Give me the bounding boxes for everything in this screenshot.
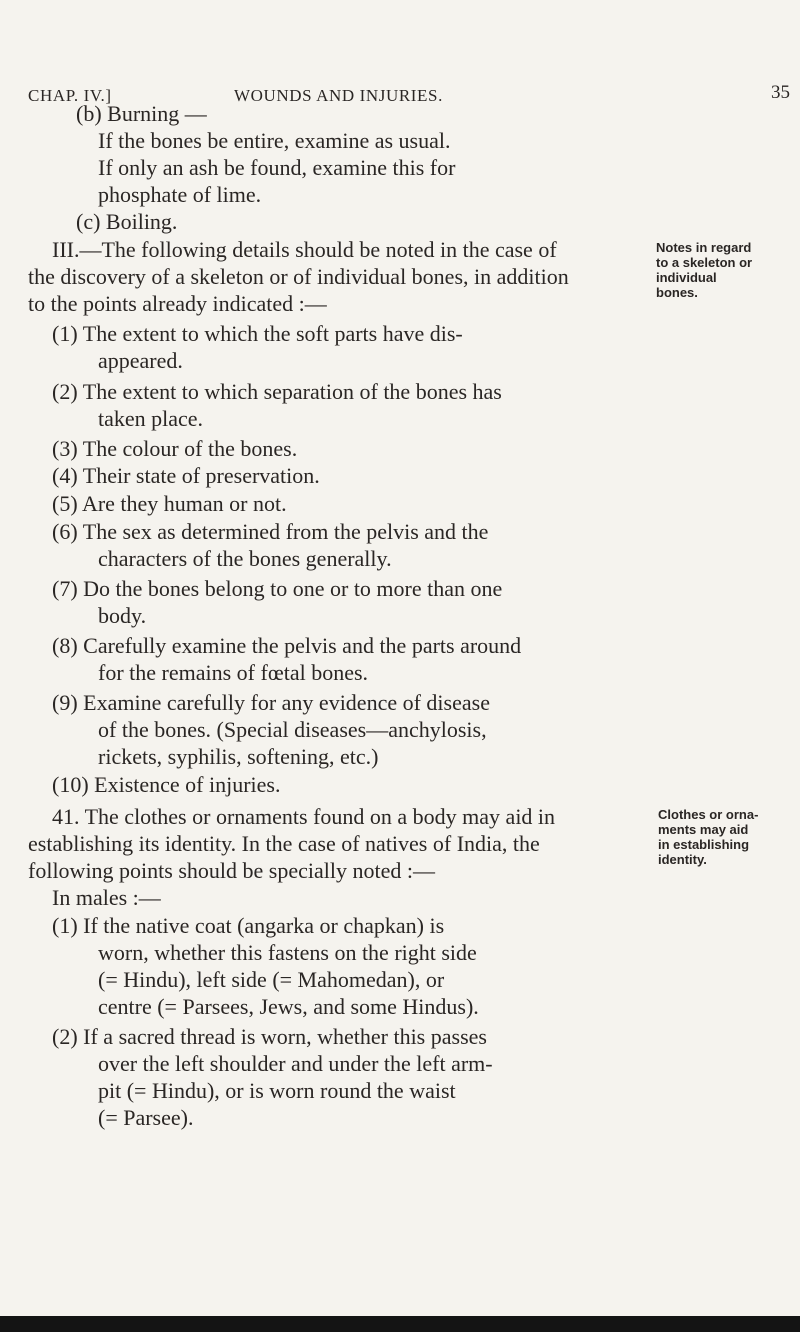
line-24: rickets, syphilis, softening, etc.) — [98, 744, 379, 769]
line-3: If only an ash be found, examine this for — [98, 155, 456, 180]
page-number: 35 — [771, 82, 790, 103]
line-29: In males :— — [52, 885, 161, 910]
line-2: If the bones be entire, examine as usual. — [98, 128, 451, 153]
line-10: appeared. — [98, 348, 183, 373]
line-11: (2) The extent to which separation of the bones has — [52, 379, 502, 404]
line-23: of the bones. (Special diseases—anchylosis, — [98, 717, 487, 742]
line-37: (= Parsee). — [98, 1105, 194, 1130]
line-21: for the remains of fœtal bones. — [98, 660, 369, 685]
side-note-skeleton — [656, 240, 752, 300]
side-note-line: individual — [656, 270, 717, 285]
line-34: (2) If a sacred thread is worn, whether this passes — [52, 1024, 487, 1049]
line-36: pit (= Hindu), or is worn round the waist — [98, 1078, 456, 1103]
line-31: worn, whether this fastens on the right side — [98, 940, 477, 965]
line-14: (4) Their state of preservation. — [52, 463, 320, 488]
running-title: WOUNDS AND INJURIES. — [234, 86, 443, 105]
side-note-line: ments may aid — [658, 822, 749, 837]
line-1: (b) Burning — — [76, 101, 207, 126]
line-8: to the points already indicated :— — [28, 291, 327, 316]
side-note-line: to a skeleton or — [656, 255, 753, 270]
side-note-clothes — [658, 807, 758, 867]
line-15: (5) Are they human or not. — [52, 491, 287, 516]
line-13: (3) The colour of the bones. — [52, 436, 298, 461]
line-6: III.—The following details should be noted in the case of — [52, 237, 557, 262]
line-27: establishing its identity. In the case of natives of India, the — [28, 831, 540, 856]
line-35: over the left shoulder and under the left arm- — [98, 1051, 493, 1076]
line-20: (8) Carefully examine the pelvis and the parts around — [52, 633, 522, 658]
line-28: following points should be specially noted :— — [28, 858, 435, 883]
side-note-line: in establishing — [658, 837, 750, 852]
line-30: (1) If the native coat (angarka or chapkan) is — [52, 913, 445, 938]
side-note-line: Clothes or orna- — [658, 807, 759, 822]
side-note-line: identity. — [658, 852, 707, 867]
line-26: 41. The clothes or ornaments found on a body may aid in — [52, 804, 556, 829]
line-4: phosphate of lime. — [98, 182, 262, 207]
side-note-line: bones. — [656, 285, 698, 300]
line-19: body. — [98, 603, 147, 628]
line-16: (6) The sex as determined from the pelvis and the — [52, 519, 489, 544]
line-22: (9) Examine carefully for any evidence of disease — [52, 690, 490, 715]
line-18: (7) Do the bones belong to one or to more than one — [52, 576, 503, 601]
side-note-line: Notes in regard — [656, 240, 752, 255]
line-17: characters of the bones generally. — [98, 546, 392, 571]
line-33: centre (= Parsees, Jews, and some Hindus). — [98, 994, 479, 1019]
chapter-label: CHAP. IV.] — [28, 86, 112, 105]
line-9: (1) The extent to which the soft parts have dis- — [52, 321, 463, 346]
line-7: the discovery of a skeleton or of individual bones, in addition — [28, 264, 569, 289]
line-25: (10) Existence of injuries. — [52, 772, 281, 797]
line-12: taken place. — [98, 406, 204, 431]
page-bottom-edge — [0, 1316, 800, 1332]
line-32: (= Hindu), left side (= Mahomedan), or — [98, 967, 445, 992]
line-5: (c) Boiling. — [76, 209, 178, 234]
